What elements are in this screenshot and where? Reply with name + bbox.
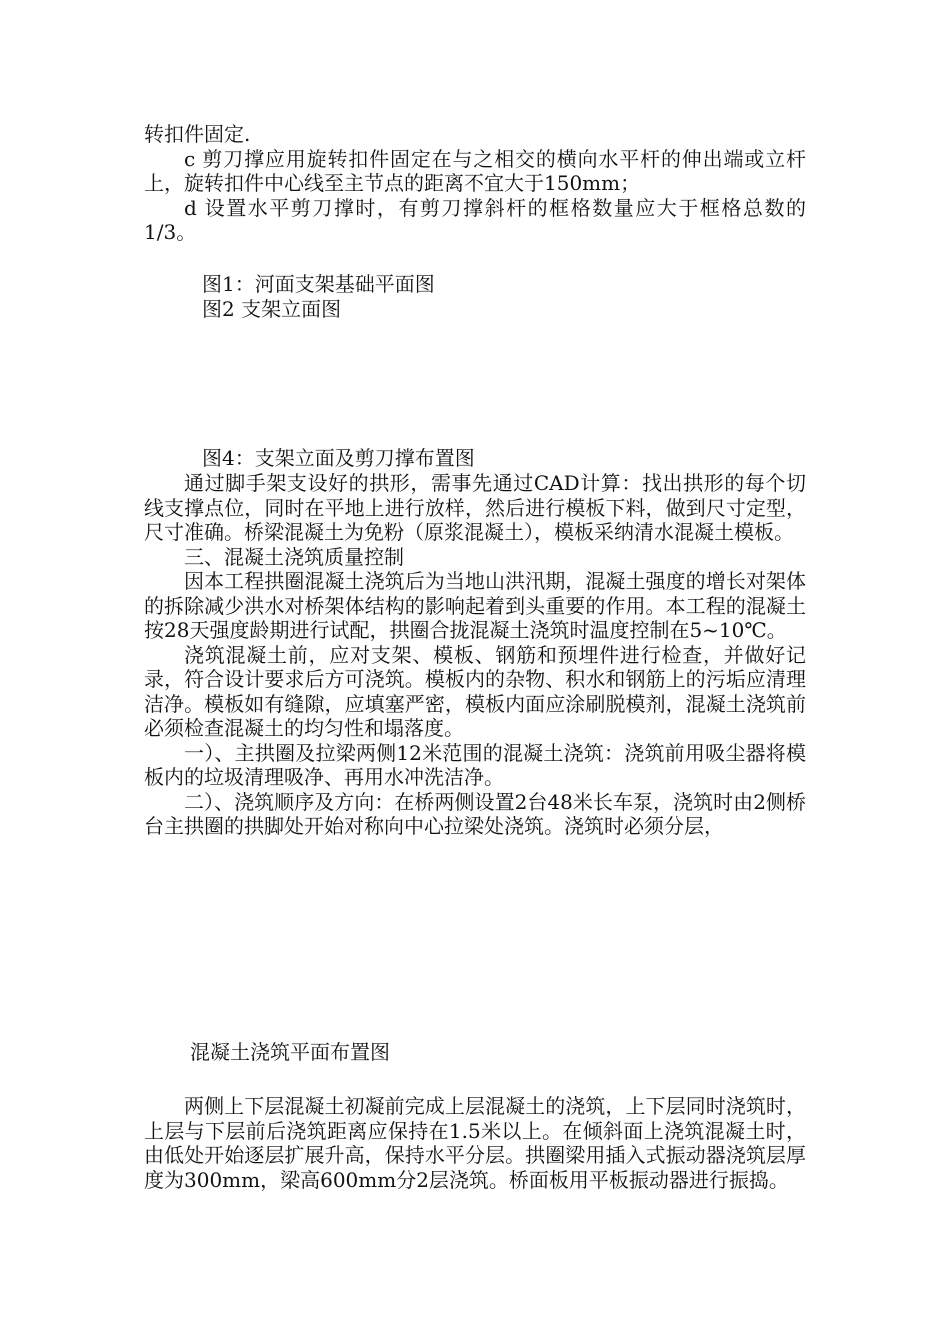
paragraph-pre-pour-inspection: 浇筑混凝土前，应对支架、模板、钢筋和预埋件进行检查，并做好记录，符合设计要求后方可浇筑。模板内的杂物、积水和钢筋上的污垢应清理洁净。模板如有缝隙，应填塞严密，模板内面应涂刷脱模剂，混凝土浇筑前必须检查混凝土的均匀性和塌落度。 xyxy=(144,642,806,740)
section-heading-quality-control: 三、混凝土浇筑质量控制 xyxy=(184,544,404,569)
paragraph-item-2: 二）、浇筑顺序及方向：在桥两侧设置2台48米长车泵，浇筑时由2侧桥台主拱圈的拱脚处开始对称向中心拉梁处浇筑。浇筑时必须分层， xyxy=(144,789,806,838)
caption-figure-4: 图4：支架立面及剪刀撑布置图 xyxy=(202,446,475,470)
text-block-formwork-and-pouring xyxy=(144,471,806,839)
caption-figure-2: 图2 支架立面图 xyxy=(202,297,342,321)
paragraph-flood-season: 因本工程拱圈混凝土浇筑后为当地山洪汛期，混凝土强度的增长对架体的拆除减少洪水对桥架体结构的影响起着到头重要的作用。本工程的混凝土按28天强度龄期进行试配，拱圈合拢混凝土浇筑时温度控制在5~10℃。 xyxy=(144,569,806,642)
text-block-layered-pouring xyxy=(144,1094,806,1192)
paragraph-layered-pouring: 两侧上下层混凝土初凝前完成上层混凝土的浇筑，上下层同时浇筑时，上层与下层前后浇筑距离应保持在1.5米以上。在倾斜面上浇筑混凝土时，由低处开始逐层扩展升高，保持水平分层。拱圈梁用插入式振动器浇筑层厚度为300mm，梁高600mm分2层浇筑。桥面板用平板振动器进行振捣。 xyxy=(144,1094,806,1192)
paragraph-item-c: c 剪刀撑应用旋转扣件固定在与之相交的横向水平杆的伸出端或立杆上，旋转扣件中心线至主节点的距离不宜大于150mm； xyxy=(144,146,806,195)
caption-figure-1: 图1：河面支架基础平面图 xyxy=(202,272,435,296)
paragraph-item-1: 一）、主拱圈及拉梁两侧12米范围的混凝土浇筑：浇筑前用吸尘器将模板内的垃圾清理吸净、再用水冲洗洁净。 xyxy=(144,740,806,789)
paragraph-continuation: 转扣件固定. xyxy=(144,122,251,146)
caption-pouring-plan: 混凝土浇筑平面布置图 xyxy=(190,1040,390,1064)
paragraph-arch-formwork: 通过脚手架支设好的拱形，需事先通过CAD计算：找出拱形的每个切线支撑点位，同时在平地上进行放样，然后进行模板下料，做到尺寸定型，尺寸准确。桥梁混凝土为免粉（原浆混凝土），模板采纳清水混凝土模板。 xyxy=(144,471,806,544)
paragraph-item-d: d 设置水平剪刀撑时，有剪刀撑斜杆的框格数量应大于框格总数的1/3。 xyxy=(144,195,806,244)
text-block-scissor-brace xyxy=(144,122,806,245)
